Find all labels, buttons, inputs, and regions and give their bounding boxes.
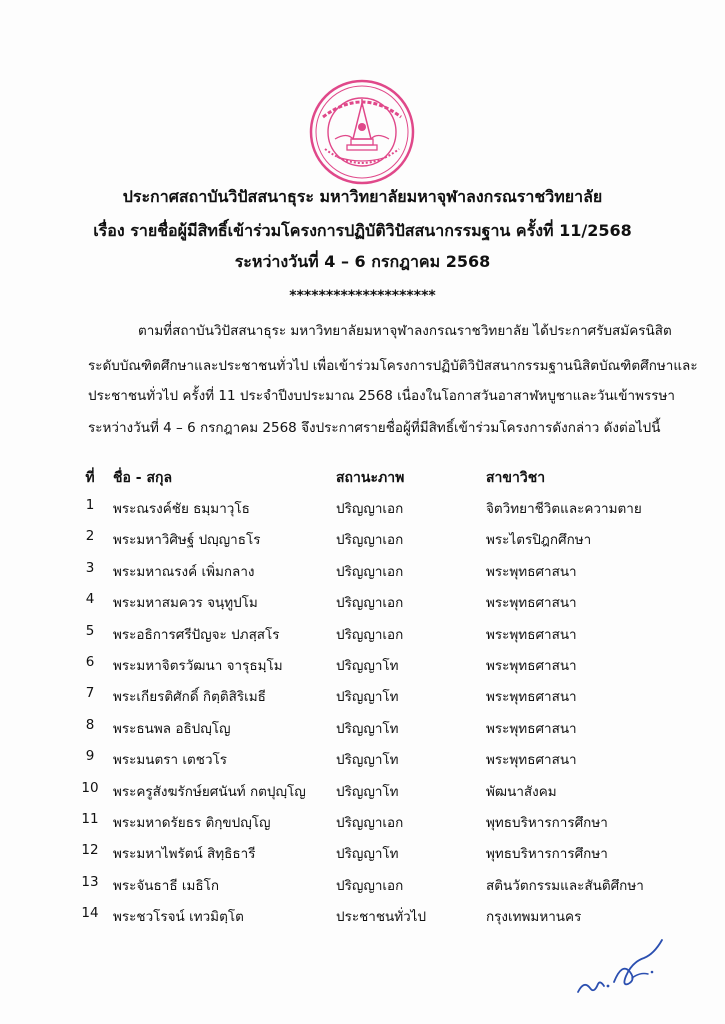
header-major: สาขาวิชา: [486, 470, 546, 486]
row-name: พระมหาดรัยธร ติกฺขปญฺโญ: [113, 814, 271, 831]
row-status: ปริญญาเอก: [336, 814, 404, 831]
table-row: [0, 746, 725, 777]
row-status: ปริญญาเอก: [336, 595, 404, 612]
row-major: พระพุทธศาสนา: [486, 720, 577, 737]
row-name: พระชวโรจน์ เทวมิตฺโต: [113, 909, 244, 926]
row-name: พระมหาสมควร จนฺทูปโม: [113, 595, 258, 612]
table-header: [0, 467, 725, 491]
row-major: พุทธบริหารการศึกษา: [486, 846, 608, 863]
row-status: ปริญญาเอก: [336, 501, 404, 517]
row-major: กรุงเทพมหานคร: [486, 909, 582, 926]
row-status: ประชาชนทั่วไป: [336, 909, 427, 926]
row-name: พระมนตรา เตชวโร: [113, 752, 228, 769]
table-row: [0, 715, 725, 746]
row-no: 14: [81, 905, 99, 922]
participants-table-body: [0, 495, 725, 934]
header-no: ที่: [85, 470, 95, 486]
table-row: [0, 621, 725, 652]
row-name: พระเกียรติศักดิ์ กิตฺติสิริเมธี: [113, 689, 266, 706]
body-paragraph-line-4: ระหว่างวันที่ 4 – 6 กรกฎาคม 2568 จึงประกาศรายชื่อผู้ที่มีสิทธิ์เข้าร่วมโครงการดังกล่าว ดังต่อไปนี้: [88, 420, 661, 436]
announcement-date-range: ระหว่างวันที่ 4 – 6 กรกฎาคม 2568: [234, 252, 491, 271]
row-no: 2: [85, 528, 95, 545]
row-major: จิตวิทยาชีวิตและความตาย: [486, 501, 642, 517]
row-status: ปริญญาโท: [336, 720, 399, 737]
row-no: 8: [85, 716, 95, 733]
row-no: 11: [81, 810, 99, 827]
row-major: พระพุทธศาสนา: [486, 563, 577, 580]
row-major: พระพุทธศาสนา: [486, 626, 577, 643]
row-major: พระพุทธศาสนา: [486, 595, 577, 612]
body-paragraph-line-3: ประชาชนทั่วไป ครั้งที่ 11 ประจำปีงบประมาณ 2568 เนื่องในโอกาสวันอาสาฬหบูชาและวันเข้าพรรษา: [88, 388, 675, 404]
row-name: พระครูสังฆรักษ์ยศนันท์ กตปุญฺโญ: [113, 783, 306, 800]
row-status: ปริญญาโท: [336, 657, 399, 674]
table-row: [0, 840, 725, 871]
university-seal-logo: [307, 77, 417, 187]
row-name: พระอธิการศรีปัญจะ ปภสฺสโร: [113, 626, 280, 643]
header-name: ชื่อ - สกุล: [113, 470, 173, 486]
table-row: [0, 495, 725, 526]
table-row: [0, 778, 725, 809]
row-no: 10: [81, 779, 99, 796]
row-no: 12: [81, 842, 99, 859]
body-paragraph-line-2: ระดับบัณฑิตศึกษาและประชาชนทั่วไป เพื่อเข้าร่วมโครงการปฏิบัติวิปัสสนากรรมฐานนิสิตบัณฑิตศึกษาและ: [88, 358, 698, 374]
table-row: [0, 589, 725, 620]
row-major: สตินวัตกรรมและสันติศึกษา: [486, 877, 644, 894]
row-name: พระมหาณรงค์ เพิ่มกลาง: [113, 563, 255, 580]
row-major: พระพุทธศาสนา: [486, 657, 577, 674]
table-row: [0, 809, 725, 840]
row-status: ปริญญาเอก: [336, 563, 404, 580]
row-no: 13: [81, 873, 99, 890]
announcement-title: ประกาศสถาบันวิปัสสนาธุระ มหาวิทยาลัยมหาจุฬาลงกรณราชวิทยาลัย: [122, 187, 603, 206]
row-status: ปริญญาโท: [336, 846, 399, 863]
row-status: ปริญญาเอก: [336, 877, 404, 894]
announcement-subject: เรื่อง รายชื่อผู้มีสิทธิ์เข้าร่วมโครงการปฏิบัติวิปัสสนากรรมฐาน ครั้งที่ 11/2568: [93, 221, 632, 240]
table-row: [0, 526, 725, 557]
row-major: พระพุทธศาสนา: [486, 689, 577, 706]
body-paragraph-line-1: ตามที่สถาบันวิปัสสนาธุระ มหาวิทยาลัยมหาจุฬาลงกรณราชวิทยาลัย ได้ประกาศรับสมัครนิสิต: [138, 323, 672, 339]
handwritten-signature: [570, 932, 670, 1002]
row-status: ปริญญาเอก: [336, 626, 404, 643]
row-name: พระจันธาธี เมธิโก: [113, 877, 220, 894]
row-status: ปริญญาโท: [336, 752, 399, 769]
row-major: พัฒนาสังคม: [486, 783, 557, 800]
row-no: 5: [85, 622, 95, 639]
row-name: พระมหาจิตรวัฒนา จารุธมฺโม: [113, 657, 283, 674]
row-no: 9: [85, 748, 95, 765]
table-row: [0, 903, 725, 934]
row-status: ปริญญาโท: [336, 689, 399, 706]
separator-stars: ********************: [289, 288, 436, 304]
row-major: พระพุทธศาสนา: [486, 752, 577, 769]
table-row: [0, 683, 725, 714]
row-no: 7: [85, 685, 95, 702]
row-major: พระไตรปิฎกศึกษา: [486, 532, 592, 549]
row-name: พระมหาไพรัตน์ สิทฺธิธารี: [113, 846, 256, 863]
header-status: สถานะภาพ: [336, 470, 405, 486]
row-major: พุทธบริหารการศึกษา: [486, 814, 608, 831]
table-row: [0, 558, 725, 589]
row-no: 3: [85, 559, 95, 576]
table-row: [0, 872, 725, 903]
row-name: พระธนพล อธิปญฺโญ: [113, 720, 231, 737]
row-no: 1: [85, 497, 95, 513]
table-row: [0, 652, 725, 683]
row-status: ปริญญาเอก: [336, 532, 404, 549]
row-no: 6: [85, 653, 95, 670]
row-name: พระมหาวิศิษฐ์ ปญฺญาธโร: [113, 532, 261, 549]
row-status: ปริญญาโท: [336, 783, 399, 800]
row-name: พระณรงค์ชัย ธมฺมาวุโธ: [113, 501, 250, 517]
row-no: 4: [85, 591, 95, 608]
